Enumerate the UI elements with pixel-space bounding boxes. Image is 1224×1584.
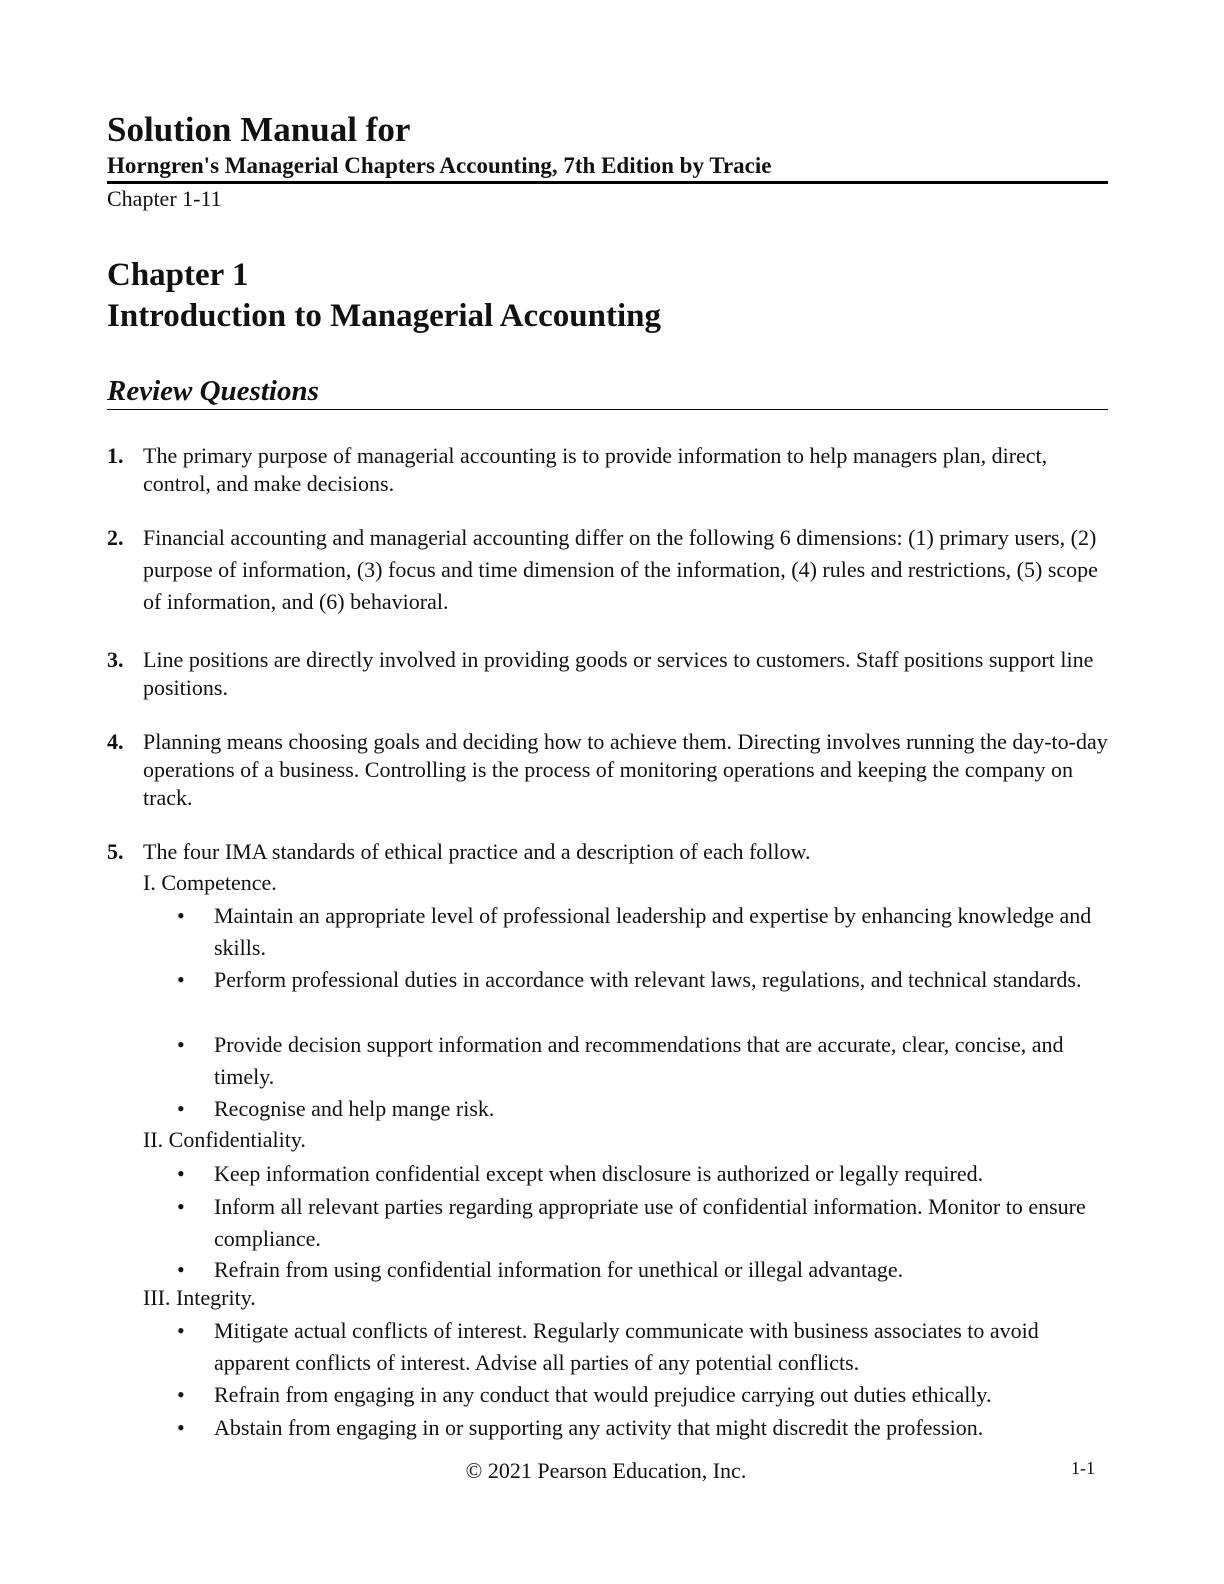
standard-label-confidentiality: II. Confidentiality. [143,1127,306,1152]
standard-label-competence: I. Competence. [143,870,277,895]
bullet-icon: • [177,1318,185,1343]
chapter-heading [107,255,661,337]
bullet-icon: • [177,903,185,928]
section-divider [107,409,1108,410]
question-number: 3. [107,647,124,672]
chapter-title: Introduction to Managerial Accounting [107,298,661,334]
bullet-icon: • [177,967,185,992]
page-number: 1-1 [1071,1458,1095,1478]
question-text: The four IMA standards of ethical practice and a description of each follow. [143,839,811,864]
question-number: 1. [107,443,124,468]
bullet-item: Abstain from engaging in or supporting any activity that might discredit the profession. [214,1415,984,1440]
bullet-icon: • [177,1161,185,1186]
question-text: Planning means choosing goals and deciding how to achieve them. Directing involves running the day-to-day operations of a business. Controlling is the process of monitoring operations and keeping the company on track. [143,729,1108,810]
bullet-item: Maintain an appropriate level of professional leadership and expertise by enhancing knowledge and skills. [214,903,1092,960]
question-text: Line positions are directly involved in providing goods or services to customers. Staff positions support line positions. [143,647,1094,700]
question-text: Financial accounting and managerial accounting differ on the following 6 dimensions: (1) primary users, (2) purpose of information, (3) focus and time dimension of the information, (4) rules and restrictions, (5) scope of information, and (6) behavioral. [143,525,1098,614]
chapter-number: Chapter 1 [107,257,249,293]
bullet-item: Mitigate actual conflicts of interest. Regularly communicate with business associates to avoid apparent conflicts of interest. Advise all parties of any potential conflicts. [214,1318,1039,1375]
footer-copyright: © 2021 Pearson Education, Inc. [465,1458,747,1483]
bullet-icon: • [177,1415,185,1440]
bullet-icon: • [177,1096,185,1121]
bullet-item: Inform all relevant parties regarding appropriate use of confidential information. Monitor to ensure compliance. [214,1194,1086,1251]
question-text: The primary purpose of managerial accounting is to provide information to help managers plan, direct, control, and make decisions. [143,443,1048,496]
bullet-icon: • [177,1257,185,1282]
bullet-icon: • [177,1382,185,1407]
book-title: Horngren's Managerial Chapters Accounting, 7th Edition by Tracie [107,153,772,178]
bullet-item: Refrain from engaging in any conduct that would prejudice carrying out duties ethically. [214,1382,992,1407]
section-heading: Review Questions [107,375,319,407]
chapter-range: Chapter 1-11 [107,186,222,211]
bullet-item: Refrain from using confidential information for unethical or illegal advantage. [214,1257,904,1282]
standard-label-integrity: III. Integrity. [143,1285,256,1310]
question-number: 2. [107,525,124,550]
bullet-item: Keep information confidential except when disclosure is authorized or legally required. [214,1161,984,1186]
manual-title: Solution Manual for [107,110,411,149]
question-number: 4. [107,729,124,754]
question-number: 5. [107,839,124,864]
bullet-icon: • [177,1032,185,1057]
title-divider [107,181,1108,184]
bullet-item: Recognise and help mange risk. [214,1096,495,1121]
bullet-item: Perform professional duties in accordance with relevant laws, regulations, and technical standards. [214,967,1082,992]
bullet-item: Provide decision support information and recommendations that are accurate, clear, concise, and timely. [214,1032,1064,1089]
bullet-icon: • [177,1194,185,1219]
